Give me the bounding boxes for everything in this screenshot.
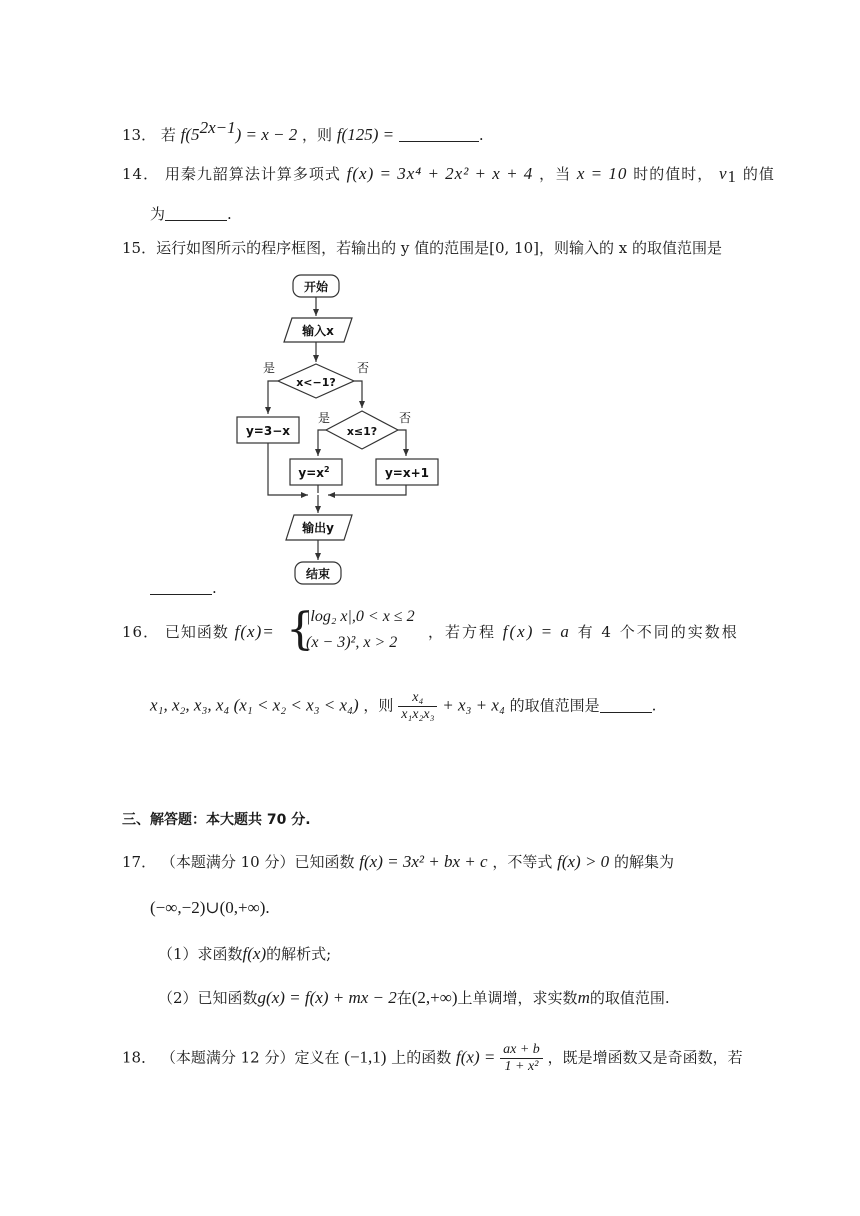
no1-label: 否: [356, 361, 370, 375]
box3-label: y=x+1: [384, 466, 430, 480]
yes2-label: 是: [317, 411, 331, 425]
question-14-cont: 为 .: [150, 205, 232, 223]
question-number: 16．: [122, 623, 160, 641]
question-17: 17． （本题满分 10 分）已知函数 f(x) = 3x² + bx + c ，不等式 f(x) > 0 的解集为: [122, 852, 674, 871]
output-label: 输出y: [302, 521, 334, 535]
cond2-label: x≤1?: [346, 425, 378, 438]
answer-blank: [600, 698, 652, 713]
question-17-part1: （1）求函数f(x)的解析式;: [158, 944, 332, 963]
question-number: 15．: [122, 239, 157, 257]
section-heading: 三、解答题：本大题共 70 分.: [122, 812, 311, 828]
question-15-answer: .: [150, 578, 217, 598]
flowchart: [230, 268, 450, 588]
question-16: 16． 已知函数 f(x)=: [122, 622, 275, 641]
box2-label: $y=x^2$: [298, 465, 330, 480]
fraction: $\frac{\text{x₄}}{\text{x₁x₂x₃}}$: [398, 690, 437, 723]
answer-blank: [399, 127, 479, 142]
question-16-cont1: ，若方程 f(x) = a 有 4 个不同的实数根: [428, 622, 739, 641]
start-label: 开始: [303, 280, 329, 294]
question-16-cont2: x₁, x₂, x₃, x₄ (x₁ < x₂ < x₃ < x₄) ，则 $\frac{\text{x₄}}{\text{x₁x₂x₃}}$ + x₃ + x₄ 的取值范围是 .: [150, 690, 657, 722]
yes1-label: 是: [262, 361, 276, 375]
fraction: $\frac{ax + b}{\text{1 + x²}}$: [500, 1042, 543, 1075]
brace: {: [286, 604, 314, 655]
answer-blank: [165, 206, 227, 221]
solution-set: (−∞,−2)∪(0,+∞).: [150, 898, 270, 917]
end-label: 结束: [305, 567, 331, 581]
question-18: 18． （本题满分 12 分）定义在 (−1,1) 上的函数 f(x) = $\frac{ax + b}{\text{1 + x²}}$ ，既是增函数又是奇函数，若: [122, 1042, 743, 1074]
box1-label: y=3−x: [245, 424, 291, 438]
no2-label: 否: [398, 411, 412, 425]
question-number: 18．: [122, 1048, 157, 1067]
question-number: 17．: [122, 853, 157, 871]
question-number: 14．: [122, 165, 160, 183]
question-13: 13． 若 $f(5^{2x-1}) = x - 2$ ，则 f(125) = .: [122, 118, 484, 144]
question-15: 15．运行如图所示的程序框图，若输出的 y 值的范围是[0, 10]，则输入的 x 的取值范围是: [122, 239, 722, 257]
question-14: 14． 用秦九韶算法计算多项式 f(x) = 3x⁴ + 2x² + x + 4 ，当 x = 10 时的值时， $v_1$ 的值: [122, 164, 775, 186]
answer-blank: [150, 580, 212, 595]
cond1-label: x<−1?: [296, 376, 336, 389]
question-17-part2: （2）已知函数g(x) = f(x) + mx − 2在(2,+∞)上单调增，求实数m的取值范围.: [158, 988, 670, 1007]
question-number: 13．: [122, 126, 157, 144]
input-label: 输入x: [302, 324, 334, 338]
